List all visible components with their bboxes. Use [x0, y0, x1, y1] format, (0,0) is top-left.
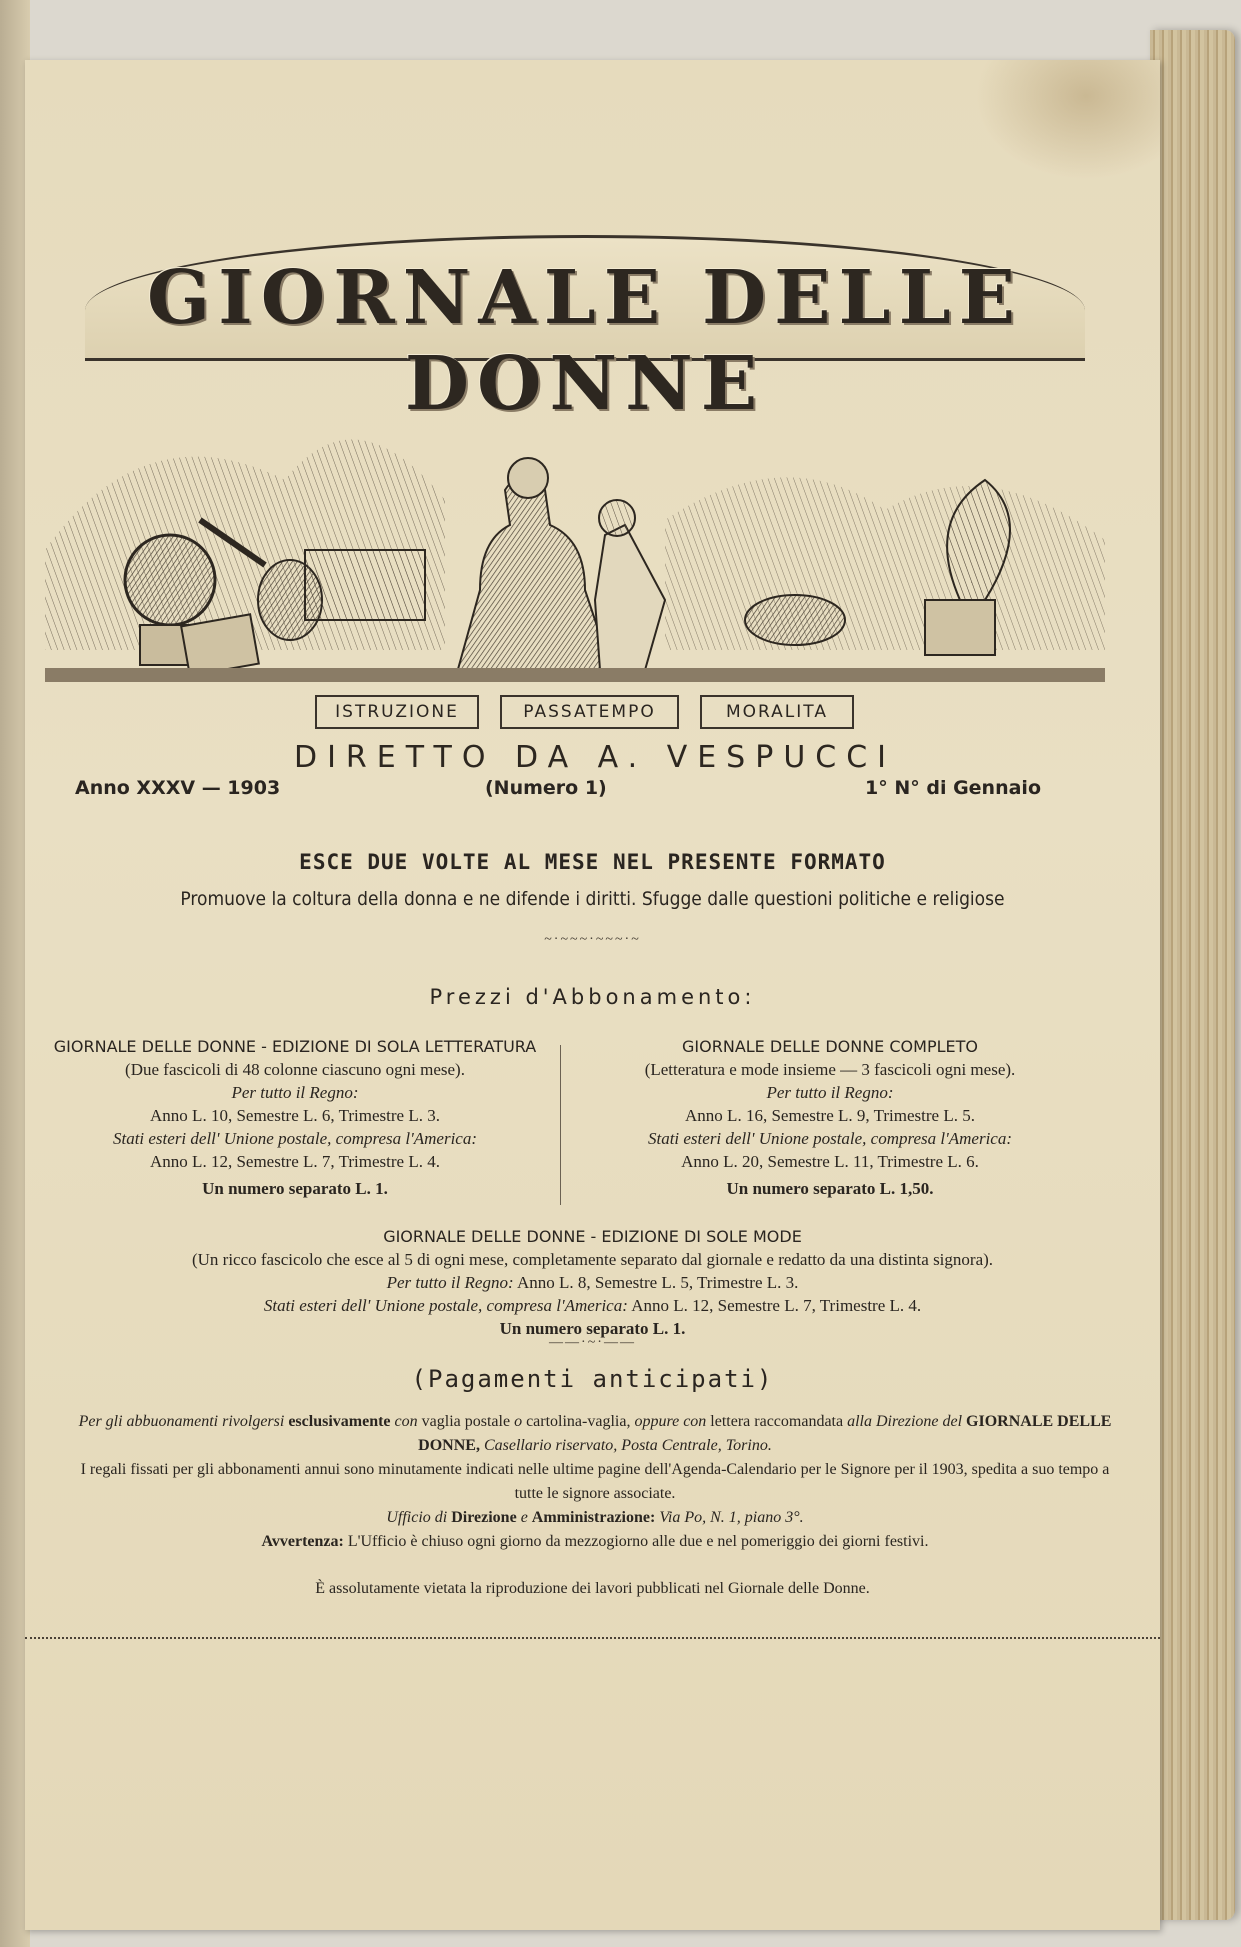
- book-stack: [181, 614, 259, 675]
- reproduction-notice: È assolutamente vietata la riproduzione dei lavori pubblicati nel Giornale delle Donne.: [315, 1580, 870, 1597]
- col-right-regno-label: Per tutto il Regno:: [766, 1083, 894, 1102]
- pay-l1-g: oppure con: [634, 1413, 707, 1430]
- price-mode-edition: [25, 1225, 1160, 1340]
- pay-ufficio-d: Amministrazione:: [531, 1509, 656, 1526]
- col-right-desc: (Letteratura e mode insieme — 3 fascicoli ogni mese).: [644, 1060, 1016, 1079]
- masthead-title: GIORNALE DELLE DONNE: [146, 255, 1024, 427]
- ornament-divider-1: ~·~~~·~~~·~: [544, 932, 641, 947]
- mode-regno-label: Per tutto il Regno:: [386, 1273, 514, 1292]
- price-col-completo: [570, 1035, 1090, 1200]
- pay-l1-k: Casellario riservato, Posta Centrale, Torino.: [483, 1437, 772, 1454]
- pay-l1-e: o: [514, 1413, 523, 1430]
- flower-planter: [925, 600, 995, 655]
- pay-l1-i: alla Direzione del: [847, 1413, 963, 1430]
- frequency-headline: ESCE DUE VOLTE AL MESE NEL PRESENTE FORMATO: [299, 850, 886, 874]
- prices-heading: Prezzi d'Abbonamento:: [429, 985, 756, 1009]
- mode-desc: (Un ricco fascicolo che esce al 5 di ogni mese, completamente separato dal giornale e redatto da una distinta signora).: [191, 1250, 994, 1269]
- pay-l1-j: GIORNALE DELLE DONNE,: [418, 1413, 1112, 1454]
- motto-banner: [315, 695, 875, 729]
- col-left-separato: Un numero separato L. 1.: [202, 1179, 388, 1198]
- pay-ufficio-a: Ufficio di: [386, 1509, 448, 1526]
- woman-head: [508, 458, 548, 498]
- mode-esteri-prices: Anno L. 12, Semestre L. 7, Trimestre L. 4.: [631, 1296, 922, 1315]
- col-left-esteri-prices: Anno L. 12, Semestre L. 7, Trimestre L. 4.: [150, 1152, 440, 1171]
- journal-page: [25, 60, 1160, 1930]
- motto-passatempo: PASSATEMPO: [500, 695, 679, 729]
- col-left-regno-prices: Anno L. 10, Semestre L. 6, Trimestre L. 3.: [150, 1106, 440, 1125]
- col-right-separato: Un numero separato L. 1,50.: [726, 1179, 934, 1198]
- ground-line: [45, 668, 1105, 682]
- col-right-esteri-label: Stati esteri dell' Unione postale, compresa l'America:: [647, 1129, 1013, 1148]
- pay-avvertenza-label: Avvertenza:: [261, 1533, 344, 1550]
- piano: [305, 550, 425, 620]
- col-left-title: GIORNALE DELLE DONNE - EDIZIONE DI SOLA LETTERATURA: [53, 1037, 537, 1056]
- masthead: [25, 200, 1160, 775]
- masthead-engraving: [25, 350, 1160, 690]
- pay-ufficio-c: e: [520, 1509, 528, 1526]
- issue-info: [50, 777, 1050, 807]
- motto-istruzione: ISTRUZIONE: [315, 695, 479, 729]
- issue-date: 1° N° di Gennaio: [865, 777, 1042, 799]
- payments-heading: (Pagamenti anticipati): [411, 1365, 774, 1393]
- page-edges: [1150, 30, 1235, 1920]
- pay-l1-a: Per gli abbuonamenti rivolgersi: [78, 1413, 285, 1430]
- price-col-letteratura: [35, 1035, 555, 1200]
- girl-figure: [595, 525, 665, 670]
- pay-l1-d: vaglia postale: [421, 1413, 511, 1430]
- pay-l1-f: cartolina-vaglia,: [526, 1413, 631, 1430]
- issue-number: (Numero 1): [485, 777, 607, 799]
- directed-by: DIRETTO DA A. VESPUCCI: [293, 740, 897, 775]
- payments-text: [65, 1410, 1125, 1554]
- globe: [125, 535, 215, 625]
- pay-ufficio-b: Direzione: [451, 1509, 517, 1526]
- col-right-regno-prices: Anno L. 16, Semestre L. 9, Trimestre L. 5.: [685, 1106, 975, 1125]
- col-right-esteri-prices: Anno L. 20, Semestre L. 11, Trimestre L. 6.: [681, 1152, 979, 1171]
- woman-figure: [455, 475, 615, 680]
- pay-avvertenza-text: L'Ufficio è chiuso ogni giorno da mezzogiorno alle due e nel pomeriggio dei giorni festivi.: [347, 1533, 929, 1550]
- col-right-title: GIORNALE DELLE DONNE COMPLETO: [682, 1037, 978, 1056]
- col-left-regno-label: Per tutto il Regno:: [231, 1083, 359, 1102]
- pay-l1-c: con: [394, 1413, 418, 1430]
- mode-esteri-label: Stati esteri dell' Unione postale, compresa l'America:: [263, 1296, 628, 1315]
- girl-head: [599, 500, 635, 536]
- col-left-esteri-label: Stati esteri dell' Unione postale, compresa l'America:: [112, 1129, 478, 1148]
- issue-year: Anno XXXV — 1903: [75, 777, 281, 799]
- pay-l1-b: esclusivamente: [288, 1413, 391, 1430]
- column-divider: [560, 1045, 561, 1205]
- mode-regno-prices: Anno L. 8, Semestre L. 5, Trimestre L. 3.: [516, 1273, 799, 1292]
- bottom-rule: [25, 1637, 1160, 1641]
- ornament-divider-2: ——·~·——: [549, 1335, 636, 1350]
- col-left-desc: (Due fascicoli di 48 colonne ciascuno ogni mese).: [125, 1060, 465, 1079]
- pay-l1-h: lettera raccomandata: [710, 1413, 844, 1430]
- fruit-bowl: [745, 595, 845, 645]
- mode-separato: Un numero separato L. 1.: [499, 1319, 686, 1338]
- pay-ufficio-e: Via Po, N. 1, piano 3°.: [659, 1509, 804, 1526]
- mode-title: GIORNALE DELLE DONNE - EDIZIONE DI SOLE MODE: [383, 1227, 802, 1246]
- mission-statement: Promuove la coltura della donna e ne difende i diritti. Sfugge dalle questioni politiche e religiose: [180, 888, 1005, 910]
- paper-stain: [975, 60, 1160, 180]
- trees-right: [665, 477, 1105, 650]
- motto-moralita: MORALITA: [700, 695, 854, 729]
- pay-regali: I regali fissati per gli abbonamenti annui sono minutamente indicati nelle ultime pagine dell'Agenda-Calendario per le Signore per il 1903, spedita a suo tempo a tutte le signore associate.: [80, 1461, 1110, 1502]
